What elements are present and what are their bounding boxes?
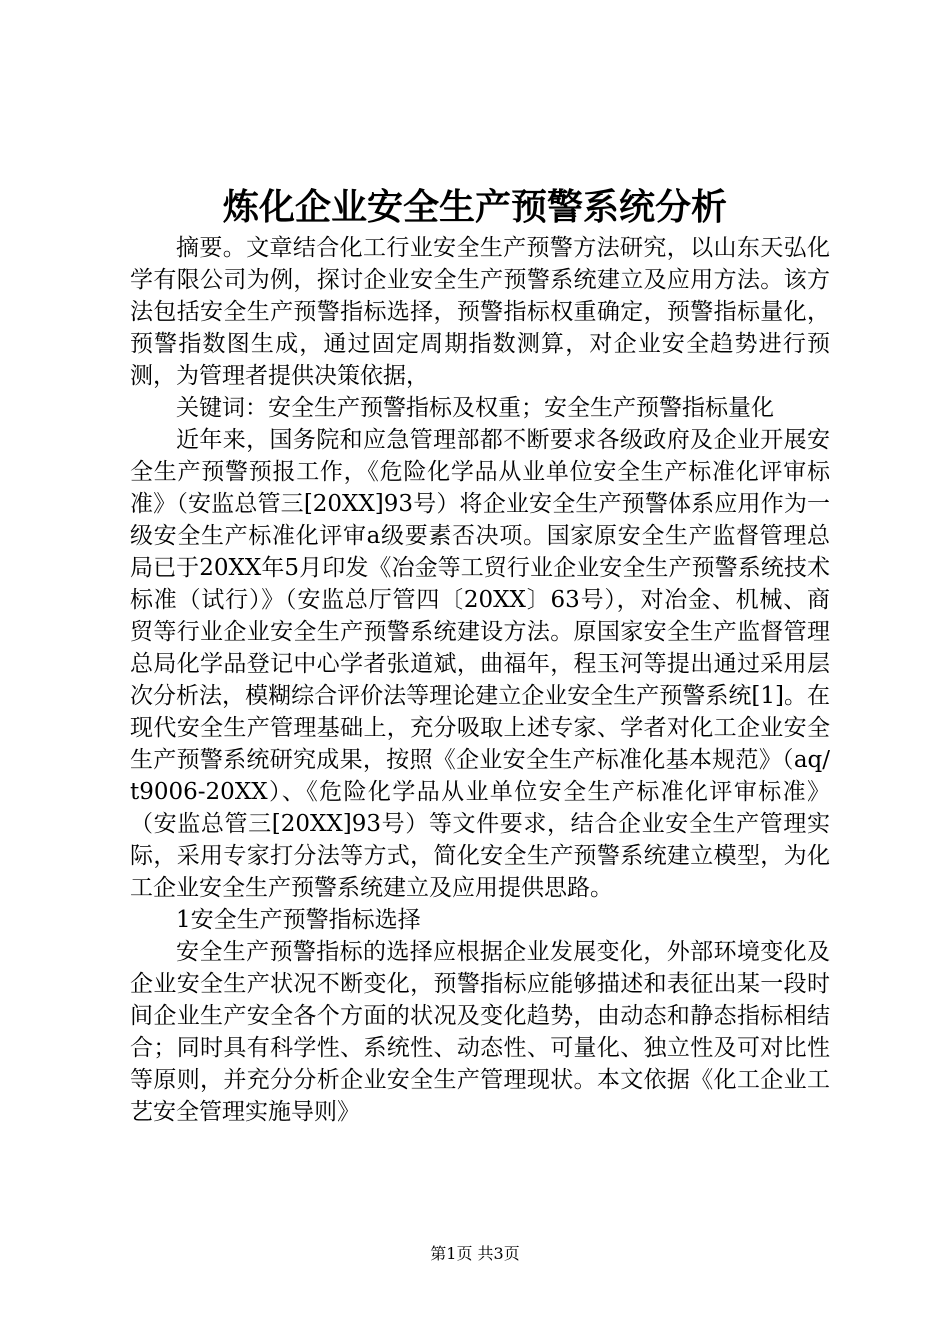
abstract-paragraph: 摘要。文章结合化工行业安全生产预警方法研究，以山东天弘化学有限公司为例，探讨企业安全生产预警系统建立及应用方法。该方法包括安全生产预警指标选择，预警指标权重确定，预警指标量化，预警指数图生成，通过固定周期指数测算，对企业安全趋势进行预测，为管理者提供决策依据， [130,235,830,389]
document-title: 炼化企业安全生产预警系统分析 [222,186,727,228]
section-heading: 1安全生产预警指标选择 [176,907,421,933]
intro-paragraph: 近年来，国务院和应急管理部都不断要求各级政府及企业开展安全生产预警预报工作，《危险化学品从业单位安全生产标准化评审标准》（安监总管三[20XX]93号）将企业安全生产预警体系应用作为一级安全生产标准化评审a级要素否决项。国家原安全生产监督管理总局已于20XX年5月印发《冶金等工贸行业企业安全生产预警系统技术标准（试行）》（安监总厅管四〔20XX〕63号），对冶金、机械、商贸等行业企业安全生产预警系统建设方法。原国家安全生产监督管理总局化学品登记中心学者张道斌，曲福年，程玉河等提出通过采用层次分析法，模糊综合评价法等理论建立企业安全生产预警系统[1]。在现代安全生产管理基础上，充分吸取上述专家、学者对化工企业安全生产预警系统研究成果，按照《企业安全生产标准化基本规范》（aq/t9006-20XX）、《危险化学品从业单位安全生产标准化评审标准》（安监总管三[20XX]93号）等文件要求，结合企业安全生产管理实际，采用专家打分法等方式，简化安全生产预警系统建立模型，为化工企业安全生产预警系统建立及应用提供思路。 [130,427,830,901]
page-footer: 第1页 共3页 [430,1244,520,1263]
keywords-paragraph: 关键词：安全生产预警指标及权重；安全生产预警指标量化 [176,395,774,421]
document-body [130,232,830,1128]
section-paragraph: 安全生产预警指标的选择应根据企业发展变化，外部环境变化及企业安全生产状况不断变化，预警指标应能够描述和表征出某一段时间企业生产安全各个方面的状况及变化趋势，由动态和静态指标相结合；同时具有科学性、系统性、动态性、可量化、独立性及可对比性等原则，并充分分析企业安全生产管理现状。本文依据《化工企业工艺安全管理实施导则》 [130,939,830,1125]
